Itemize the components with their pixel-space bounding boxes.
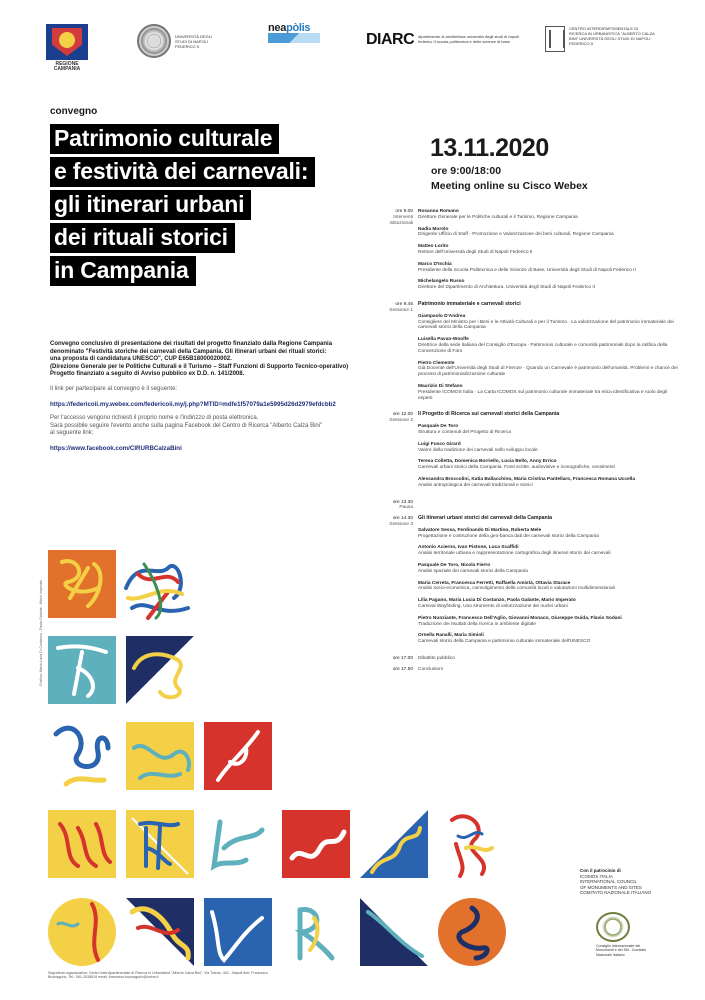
access-note xyxy=(50,415,375,438)
speaker-name: Antonio Acierno, Ivan Pistone, Luca Scaffidi xyxy=(418,545,519,551)
icomos-logo-icon xyxy=(596,912,630,942)
speaker-role: Direttore Generale per le Politiche culturali e il Turismo, Regione Campania xyxy=(418,214,578,220)
neapolis-name-b: pòlis xyxy=(286,22,311,34)
title-line: in Campania xyxy=(50,256,196,286)
speaker-role: Consigliere del Ministro per i Beni e le Attività Culturali e per il Turismo · La valorizzazione del patrimonio immateriale dei carnevali storici della Campania xyxy=(418,319,674,331)
session-body xyxy=(418,302,680,407)
speaker-name: Nadia Murolo xyxy=(418,226,449,232)
centro-logo-text: CENTRO INTERDIPARTIMENTALE DI RICERCA IN URBANISTICA "ALBERTO CALZA BINI" UNIVERSITÀ DEGLI STUDI DI NAPOLI FEDERICO II xyxy=(569,26,655,46)
access-line: al seguente link: xyxy=(50,430,94,437)
session-item: Conclusioni xyxy=(418,666,443,672)
patronage-line: ICOMOS ITALIA xyxy=(580,873,613,879)
art-tile xyxy=(126,636,194,704)
art-credit xyxy=(38,548,44,688)
footer-secretariat: Segreteria organizzativa: Centro Interdipartimentale di Ricerca in Urbanistica "Alberto Calza Bini", Via Toledo, 402 - Napoli dott. Francesco Buonagurio, Tel.: 081-2538819 email: francesco.buonagurio@unina.it xyxy=(48,971,268,980)
neapolis-wordmark xyxy=(268,22,320,34)
speaker-role: Carnevali urbani storici della Campania. Fonti scritte, audiovisive e iconografiche, censimenti xyxy=(418,465,615,471)
speaker-entry xyxy=(418,209,680,221)
session-item: Dibattito pubblico xyxy=(418,656,455,662)
speaker-entry xyxy=(418,244,680,256)
patronage-heading: Con il patrocinio di xyxy=(580,868,621,873)
art-tile xyxy=(438,898,506,966)
description-line: Convegno conclusivo di presentazione dei risultati del progetto finanziato dalla Regione Campania xyxy=(50,341,333,347)
speaker-name: Alessandra Broccolini, Katia Ballacchino, Maria Cristina Pantellaro, Francesca Romana Uccella xyxy=(418,476,636,482)
unina-logo-text: UNIVERSITÀ DEGLI STUDI DI NAPOLI FEDERICO II xyxy=(175,33,213,49)
speaker-role: Analisi spaziale dei carnevali storici della Campania xyxy=(418,568,528,574)
speaker-name: Pietro Nunziante, Francesco Dell'Aglio, Giovanni Monaco, Giuseppe Guida, Flavio Sodani xyxy=(418,615,622,621)
speaker-entry xyxy=(418,262,680,274)
logo-strip xyxy=(0,18,705,78)
event-date: 13.11.2020 xyxy=(430,134,549,162)
session-title: Patrimonio immateriale e carnevali storici xyxy=(418,300,521,307)
speaker-name: Lilia Pagano, Maria Lucia Di Costanzo, Paola Galante, Mario Imperato xyxy=(418,598,576,604)
program-session xyxy=(380,209,680,297)
link-intro: Il link per partecipare al convegno è il seguente: xyxy=(50,385,178,392)
art-tile xyxy=(48,550,116,618)
speaker-name: Luisella Pavan-Woolfe xyxy=(418,337,469,343)
speaker-name: Marco D'Ischia xyxy=(418,261,452,267)
speaker-name: Ornella Ranalli, Maria Simioli xyxy=(418,633,484,639)
description-line: una proposta di candidatura UNESCO", CUP E65B18000020002. xyxy=(50,356,232,363)
speaker-role: Già Docente dell'Università degli Studi di Firenze · Quando un Carnevale è patrimonio dell'umanità. Problemi e chance dei processi di patrimonializzazione culturale xyxy=(418,366,678,378)
speaker-entry xyxy=(418,279,680,291)
neapolis-mark-icon xyxy=(268,33,320,43)
speaker-entry xyxy=(418,477,680,489)
art-tile xyxy=(204,898,272,966)
speaker-role: Analisi socio-economica, coinvolgimento delle comunità locali e valutazioni multidimensionali xyxy=(418,586,615,592)
access-line: Per l'accesso vengono richiesti il proprio nome e l'indirizzo di posta elettronica. xyxy=(50,415,259,422)
speaker-role: Direttrice della sede italiana del Consiglio d'Europa · Patrimonio culturale e comunità patrimoniali dopo la ratifica della Convenzione di Faro xyxy=(418,342,668,354)
university-seal-icon xyxy=(137,24,171,58)
speaker-role: Progettazione e costruzione della geo-banca dati dei carnevali storici della Campania xyxy=(418,533,599,539)
program-session xyxy=(380,412,680,494)
session-body xyxy=(418,412,680,494)
speaker-role: Analisi antropologica dei carnevali tradizionali e storici xyxy=(418,482,533,488)
session-label: Sessione 1 xyxy=(389,307,413,313)
title-line: Patrimonio culturale xyxy=(50,124,279,154)
speaker-name: Teresa Colletta, Domenica Borriello, Lucia Bello, Anny Errico xyxy=(418,459,557,465)
access-line: Sarà possibile seguire l'evento anche sulla pagina Facebook del Centro di Ricerca "Alberto Calza Bini" xyxy=(50,422,323,429)
event-description xyxy=(50,341,375,460)
speaker-name: Pietro Clemente xyxy=(418,360,455,366)
centro-calza-bini-logo xyxy=(545,26,655,52)
speaker-entry xyxy=(418,459,680,471)
speaker-name: Maria Cerreta, Francesca Ferretti, Raffaella Amistà, Ottavia Starace xyxy=(418,580,571,586)
project-description xyxy=(50,341,375,379)
unina-logo xyxy=(137,24,225,58)
program-session xyxy=(380,302,680,407)
title-line: gli itinerari urbani xyxy=(50,190,251,220)
session-hour: ore 13.30 xyxy=(392,499,413,505)
speaker-role: Carnevali storici della Campania e patrimonio culturale immateriale dell'UNESCO xyxy=(418,639,591,645)
icomos-caption: Consiglio Internazionale dei Monumenti e dei Siti - Comitato Nazionale Italiano xyxy=(596,944,647,957)
patronage-line: COMITATO NAZIONALE ITALIANO xyxy=(580,890,652,895)
speaker-entry xyxy=(418,424,680,436)
facebook-link[interactable]: https://www.facebook.com/CIRURBCalzaBini xyxy=(50,444,182,452)
session-body xyxy=(418,209,680,297)
session-title: Gli itinerari urbani storici dei carnevali della Campania xyxy=(418,515,553,522)
art-tile xyxy=(214,822,262,866)
session-label: Interventi istituzionali xyxy=(389,214,413,226)
art-tile xyxy=(452,816,492,876)
session-hour: ore 9.00 xyxy=(395,209,413,214)
speaker-entry xyxy=(418,314,680,331)
art-tile xyxy=(282,810,350,878)
speaker-role: Presidente della Scuola Politecnica e delle Scienze di Base, Università degli Studi di Napoli Federico II xyxy=(418,267,636,273)
speaker-entry xyxy=(418,337,680,354)
speaker-role: Struttura e contenuti del Progetto di Ricerca xyxy=(418,429,512,435)
regione-logo-caption: REGIONE CAMPANIA xyxy=(53,61,81,72)
event-time: ore 9:00/18:00 xyxy=(431,165,502,177)
art-tile xyxy=(126,810,194,878)
session-hour: ore 17.50 xyxy=(392,666,413,672)
speaker-role: Direttore del Dipartimento di Architettura, Università degli Studi di Napoli Federico II xyxy=(418,285,596,291)
art-tile xyxy=(360,898,428,966)
patronage-line: OF MONUMENTS AND SITES xyxy=(580,884,642,890)
diarc-wordmark: DIARC xyxy=(366,30,415,48)
art-tile xyxy=(48,636,116,704)
session-label: Sessione 3 xyxy=(389,521,413,527)
description-line: Progetto finanziato a seguito di Avviso pubblico ex D.D. n. 141/2008. xyxy=(50,371,245,378)
patronage-line: INTERNATIONAL COUNCIL xyxy=(580,879,638,884)
speaker-name: Pasquale De Toro xyxy=(418,424,459,430)
title-line: dei rituali storici xyxy=(50,223,235,253)
art-tile xyxy=(48,898,116,966)
speaker-entry xyxy=(418,227,680,239)
speaker-role: Presidente ICOMOS Italia · La Carta ICOMOS sul patrimonio culturale immateriale tra etica identificativa e ruolo degli esperti xyxy=(418,389,668,401)
speaker-role: Valore della tradizione dei carnevali nello sviluppo locale xyxy=(418,447,538,453)
session-hour: ore 9.45 xyxy=(395,301,413,307)
art-tile xyxy=(360,810,428,878)
speaker-name: Luigi Fusco Girard xyxy=(418,441,461,447)
diarc-logo xyxy=(366,30,528,48)
speaker-entry xyxy=(418,442,680,454)
art-tile xyxy=(56,728,108,784)
speaker-name: Pasquale De Toro, Nicola Fierro xyxy=(418,563,491,569)
speaker-name: Matteo Lorito xyxy=(418,244,449,250)
art-tile xyxy=(126,898,194,966)
speaker-name: Rosanna Romano xyxy=(418,209,459,214)
patronage xyxy=(580,868,680,896)
regione-shield-icon xyxy=(46,24,88,60)
event-meeting: Meeting online su Cisco Webex xyxy=(431,180,588,192)
speaker-entry xyxy=(418,528,680,540)
art-credit-text: Grafica: Maria Lucia Di Costanzo - Paola Galante - Mario Imperato xyxy=(39,579,43,686)
event-title xyxy=(50,124,315,289)
session-hour: ore 14.30 xyxy=(392,516,413,522)
artwork-svg xyxy=(48,548,508,968)
diarc-logo-text: dipartimento di architettura università degli studi di napoli federico II scuola politecnica e delle scienze di base xyxy=(418,34,519,44)
speaker-role: Traduzione dei risultati della ricerca in ambiente digitale xyxy=(418,621,536,627)
speaker-role: Carnival Wayfinding. Uno strumento di valorizzazione dei nuclei urbani xyxy=(418,604,568,610)
neapolis-name-a: nea xyxy=(268,22,287,34)
speaker-name: Maurizio Di Stefano xyxy=(418,383,463,389)
speaker-name: Salvatore Sessa, Ferdinando Di Martino, Roberta Mele xyxy=(418,527,542,533)
program-session xyxy=(380,500,680,512)
webex-link[interactable]: https://federicoii.my.webex.com/federicoii.my/j.php?MTID=mdfe1f57079a1e5995d26d2979efdcbb2 xyxy=(50,400,336,408)
session-body xyxy=(418,500,680,512)
session-label: Pausa xyxy=(399,505,413,511)
session-time-label xyxy=(380,209,418,297)
description-line: denominato "Festività storiche dei carnevali della Campania. Gli itinerari urbani dei rituali storici: xyxy=(50,348,327,355)
title-line: e festività dei carnevali: xyxy=(50,157,315,187)
session-hour: ore 17.00 xyxy=(392,656,413,662)
centro-mark-icon xyxy=(545,26,565,52)
event-kicker: convegno xyxy=(50,106,98,117)
session-time-label xyxy=(380,412,418,494)
speaker-role: Dirigente Ufficio di Staff - Promozione e Valorizzazione dei beni culturali, Regione Campania xyxy=(418,232,614,238)
artwork-grid xyxy=(48,548,508,968)
art-tile xyxy=(204,722,272,790)
art-tile xyxy=(126,722,194,790)
session-hour: ore 12.00 xyxy=(392,412,413,418)
art-tile xyxy=(48,810,116,878)
session-time-label xyxy=(380,500,418,512)
speaker-role: Analisi territoriale urbana e rappresentazione cartografica degli itinerari storici dei carnevali xyxy=(418,551,611,557)
speaker-entry xyxy=(418,361,680,378)
regione-campania-logo xyxy=(46,24,88,72)
speaker-name: Michelangelo Russo xyxy=(418,279,465,285)
session-label: Sessione 2 xyxy=(389,418,413,424)
neapolis-logo xyxy=(268,22,320,43)
session-title: Il Progetto di Ricerca sui carnevali storici della Campania xyxy=(418,411,560,418)
description-line: (Direzione Generale per le Politiche Culturali e il Turismo – Staff Funzioni di Supporto Tecnico-operativo) xyxy=(50,363,349,370)
speaker-name: Giampaolo D'Andrea xyxy=(418,313,466,319)
session-time-label xyxy=(380,302,418,407)
art-tile xyxy=(300,910,332,958)
speaker-role: Rettore dell'Università degli Studi di Napoli Federico II xyxy=(418,249,533,255)
speaker-entry xyxy=(418,384,680,401)
art-tile xyxy=(126,564,188,618)
